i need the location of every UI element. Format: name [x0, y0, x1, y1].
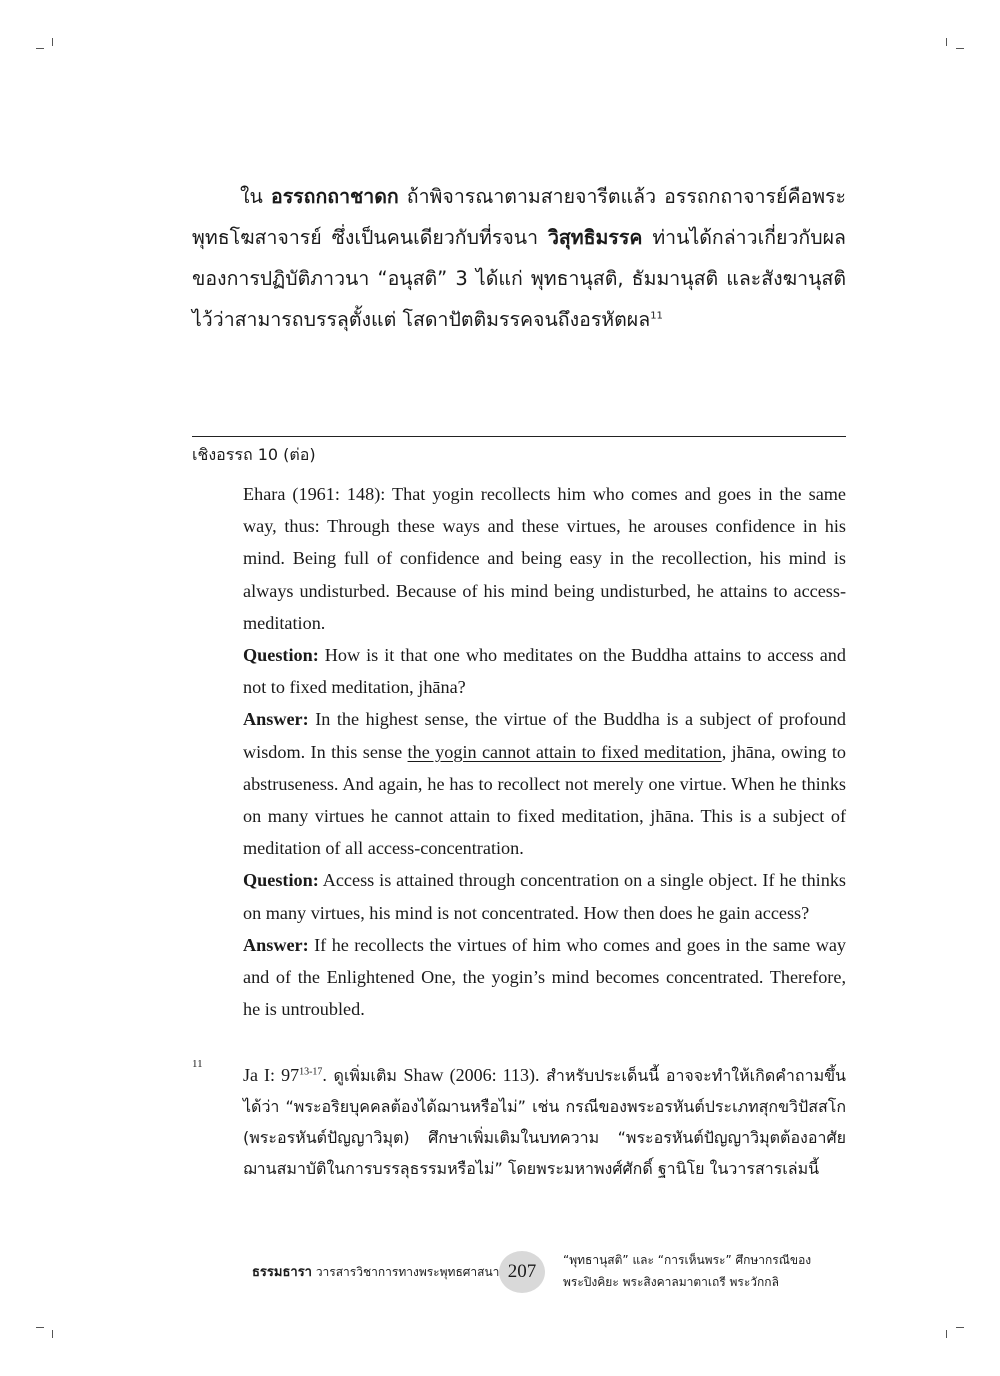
question-label: Question: [243, 870, 319, 891]
para-text-1: ใน [240, 185, 271, 208]
footnote-11-body: สำหรับประเด็นนี้ อาจจะทำให้เกิดคำถามขึ้นได้ว่า “พระอริยบุคคลต้องได้ฌานหรือไม่” เช่น กรณีของพระอรหันต์ประเภทสุกขวิปัสสโก (พระอรหันต์ปัญญาวิมุต) ศึกษาเพิ่มเติมในบทความ “พระอรหันต์ปัญญาวิมุตต้องอาศัยฌานสมาบัติในการบรรลุธรรมหรือไม่” โดยพระมหาพงศ์ศักดิ์ ฐานิโย ในวารสารเล่มนี้ [243, 1066, 846, 1178]
footnote-ref-11[interactable]: 11 [650, 310, 663, 322]
citation-shaw: Shaw (2006: 113). [403, 1065, 540, 1085]
footnote-11-number: 11 [192, 1058, 203, 1070]
citation-period: . [322, 1065, 327, 1085]
footnote-heading: เชิงอรรถ 10 (ต่อ) [192, 445, 316, 464]
crop-mark [946, 1330, 947, 1338]
footnote-10-question-1 [243, 639, 846, 703]
crop-mark [36, 48, 44, 49]
footnote-11-block [243, 1060, 846, 1184]
article-title-line-1: “พุทธานุสติ” และ “การเห็นพระ” ศึกษากรณีของ [563, 1253, 812, 1267]
main-paragraph [192, 176, 846, 340]
answer-label: Answer: [243, 709, 309, 730]
footnote-10-answer-2 [243, 929, 846, 1026]
main-paragraph-block [192, 176, 846, 340]
underlined-phrase: the yogin cannot attain to fixed meditation [407, 741, 722, 762]
citation-ja: Ja I: 97 [243, 1065, 300, 1085]
journal-footer [252, 1262, 499, 1283]
answer-label: Answer: [243, 934, 309, 955]
bold-term-jataka: อรรถกถาชาดก [270, 185, 399, 208]
article-title-line-2: พระปิงคิยะ พระสิงคาลมาตาเถรี พระวักกลิ [563, 1275, 779, 1289]
footnote-divider [192, 436, 846, 437]
see-also-text: ดูเพิ่มเติม [326, 1066, 404, 1085]
footnote-10-block [243, 478, 846, 1025]
footnote-10-para-ehara: Ehara (1961: 148): That yogin recollects him who comes and goes in the same way, thus: Through these ways and these virtues, he arouses confidence in his mind. Being full of confidence and being easy in the recollection, his mind is always undisturbed. Because of his mind being undisturbed, he attains to access-meditation. [243, 484, 846, 633]
crop-mark [36, 1327, 44, 1328]
page-number: 207 [507, 1261, 537, 1282]
crop-mark [52, 1330, 53, 1338]
crop-mark [946, 38, 947, 46]
crop-mark [52, 38, 53, 46]
footnote-10-answer-1 [243, 703, 846, 864]
question-text: How is it that one who meditates on the Buddha attains to access and not to fixed meditation, jhāna? [243, 645, 846, 698]
page-number-badge [499, 1251, 545, 1293]
footnote-11-text [243, 1060, 846, 1184]
answer-text: In the highest sense, the virtue of the Buddha is a subject of profound wisdom. In this sense [243, 709, 846, 762]
question-label: Question: [243, 645, 319, 666]
crop-mark [956, 48, 964, 49]
bold-term-visuddhimagga: วิสุทธิมรรค [547, 226, 643, 249]
para-text-2: ถ้าพิจารณาตามสายจารีตแล้ว อรรถกถาจารย์คือพระพุทธโฆสาจารย์ ซึ่งเป็นคนเดียวกับที่รจนา [192, 185, 846, 249]
answer-text: If he recollects the virtues of him who comes and goes in the same way and of the Enlightened One, the yogin’s mind becomes concentrated. Therefore, he is untroubled. [243, 934, 846, 1020]
question-text: Access is attained through concentration on a single object. If he thinks on many virtues, his mind is not concentrated. How then does he gain access? [243, 870, 846, 923]
answer-text: , jhāna, owing to abstruseness. And again, he has to recollect not merely one virtue. When he thinks on many virtues he cannot attain to fixed meditation, jhāna. This is a subject of meditation of all access-concentration. [243, 741, 846, 859]
journal-subtitle: วารสารวิชาการทางพระพุทธศาสนา [312, 1265, 500, 1279]
footnote-10-question-2 [243, 864, 846, 928]
citation-ja-sup: 13-17 [299, 1066, 323, 1078]
journal-name: ธรรมธารา [252, 1265, 312, 1280]
para-text-3: ท่านได้กล่าวเกี่ยวกับผลของการปฏิบัติภาวนา “อนุสติ” 3 ได้แก่ พุทธานุสติ, ธัมมานุสติ และสังฆานุสติไว้ว่าสามารถบรรลุตั้งแต่ โสดาปัตติมรรคจนถึงอรหัตผล [192, 226, 846, 331]
crop-mark [956, 1327, 964, 1328]
article-title-footer [563, 1249, 811, 1293]
